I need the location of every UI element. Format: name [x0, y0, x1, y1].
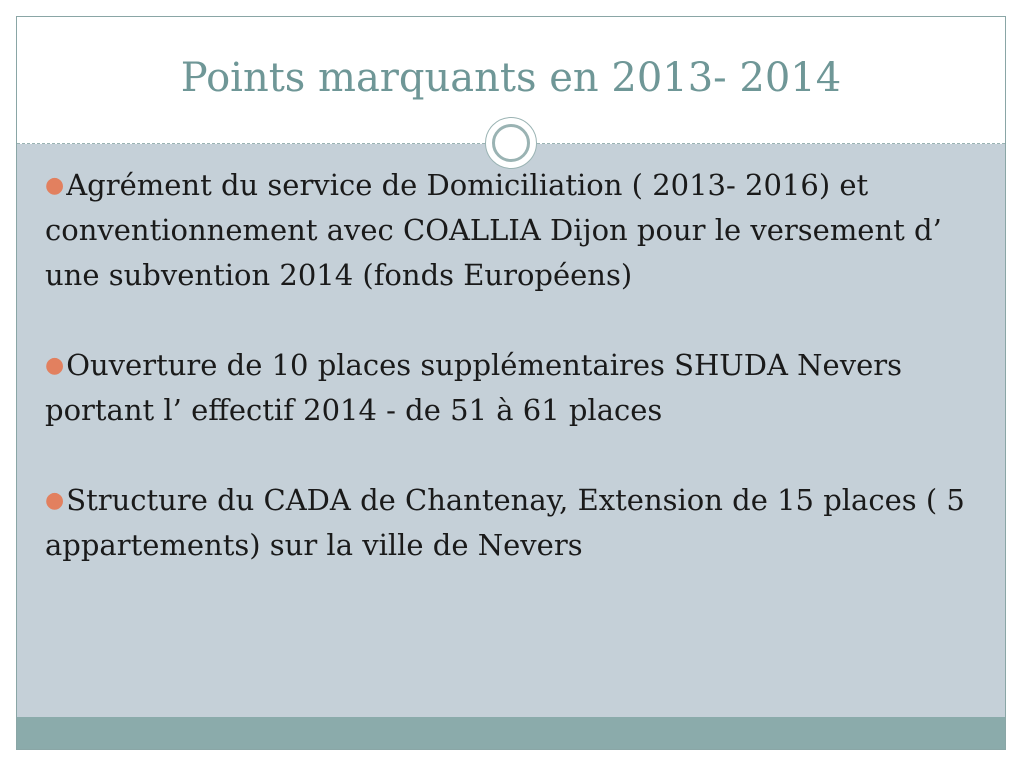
bullet-item-cada [45, 478, 975, 568]
divider-circle-inner [492, 124, 530, 162]
bullet-item-domiciliation [45, 163, 975, 298]
bullet-icon: ● [45, 488, 65, 513]
bullet-icon: ● [45, 353, 65, 378]
slide-title: Points marquants en 2013- 2014 [180, 55, 842, 101]
footer-bar [17, 717, 1005, 750]
slide [16, 16, 1006, 750]
bullet-list [45, 163, 975, 613]
bullet-item-shuda [45, 343, 975, 433]
bullet-icon: ● [45, 173, 65, 198]
bullet-text: Ouverture de 10 places supplémentaires SHUDA Nevers portant l’ effectif 2014 - de 51 à 61 places [45, 348, 902, 427]
bullet-text: Agrément du service de Domiciliation ( 2013- 2016) et conventionnement avec COALLIA Dijon pour le versement d’ une subvention 2014 (fonds Européens) [45, 168, 942, 292]
divider-circle-ornament [485, 117, 537, 169]
bullet-text: Structure du CADA de Chantenay, Extension de 15 places ( 5 appartements) sur la ville de Nevers [45, 483, 965, 562]
